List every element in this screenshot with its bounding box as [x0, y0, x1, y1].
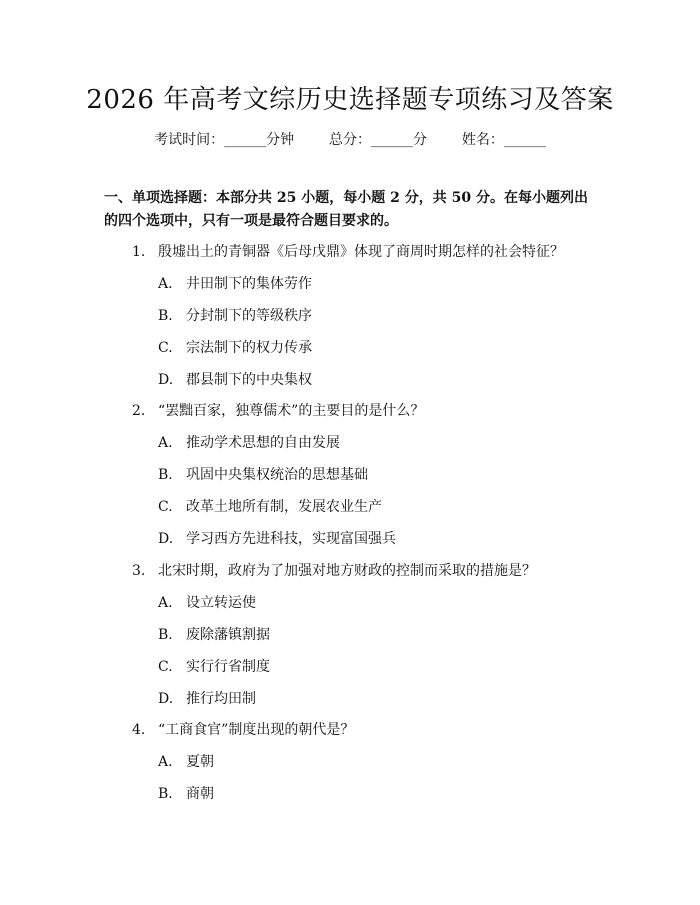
option-letter: C.	[158, 499, 173, 515]
option-letter: A.	[158, 595, 173, 611]
name-blank: ______	[503, 132, 546, 148]
option-3b	[158, 624, 270, 646]
score-unit: 分	[413, 132, 427, 148]
option-4a	[158, 751, 214, 773]
option-text: 设立转运使	[186, 595, 256, 611]
option-text: 井田制下的集体劳作	[186, 276, 312, 292]
option-letter: D.	[158, 691, 174, 707]
time-label: 考试时间：	[154, 132, 225, 148]
option-3a	[158, 592, 256, 614]
option-letter: B.	[158, 786, 173, 802]
option-text: 巩固中央集权统治的思想基础	[186, 467, 368, 483]
option-letter: A.	[158, 276, 173, 292]
option-text: 废除藩镇割据	[186, 627, 270, 643]
option-letter: D.	[158, 531, 174, 547]
section-heading: 一、单项选择题：本部分共 25 小题，每小题 2 分，共 50 分。在每小题列出的四个选项中，只有一项是最符合题目要求的。	[104, 190, 588, 229]
option-3c	[158, 656, 270, 678]
question-number: 4.	[132, 722, 146, 738]
option-4b	[158, 783, 214, 805]
option-letter: B.	[158, 627, 173, 643]
option-letter: A.	[158, 754, 173, 770]
option-1b	[158, 305, 312, 327]
score-label: 总分：	[329, 132, 371, 148]
option-2c	[158, 496, 382, 518]
option-text: 推行均田制	[186, 691, 256, 707]
time-unit: 分钟	[266, 132, 295, 148]
option-text: 宗法制下的权力传承	[186, 340, 312, 356]
question-text: 殷墟出土的青铜器《后母戊鼎》体现了商周时期怎样的社会特征？	[158, 244, 564, 260]
option-letter: C.	[158, 659, 173, 675]
exam-info-line	[0, 128, 700, 152]
score-blank: ______	[371, 132, 413, 148]
option-2d	[158, 528, 396, 550]
name-label: 姓名：	[461, 132, 504, 148]
question-1	[132, 241, 564, 263]
option-letter: C.	[158, 340, 173, 356]
option-letter: B.	[158, 308, 173, 324]
option-text: 商朝	[186, 786, 214, 802]
question-number: 3.	[132, 563, 146, 579]
option-text: 夏朝	[186, 754, 214, 770]
option-text: 实行行省制度	[186, 659, 270, 675]
option-letter: A.	[158, 435, 173, 451]
question-text: 北宋时期，政府为了加强对地方财政的控制而采取的措施是？	[158, 563, 536, 579]
option-letter: B.	[158, 467, 173, 483]
question-4	[132, 719, 354, 741]
option-2b	[158, 464, 368, 486]
option-1d	[158, 369, 312, 391]
question-3	[132, 560, 536, 582]
option-2a	[158, 432, 340, 454]
question-number: 2.	[132, 403, 146, 419]
question-number: 1.	[132, 244, 146, 260]
option-3d	[158, 688, 256, 710]
option-text: 郡县制下的中央集权	[186, 372, 312, 388]
time-blank: ______	[224, 132, 267, 148]
option-text: 推动学术思想的自由发展	[186, 435, 340, 451]
option-letter: D.	[158, 372, 174, 388]
option-1a	[158, 273, 312, 295]
option-text: 分封制下的等级秩序	[186, 308, 312, 324]
option-1c	[158, 337, 312, 359]
question-text: “工商食官”制度出现的朝代是？	[158, 722, 355, 738]
question-2	[132, 400, 424, 422]
document-title: 2026 年高考文综历史选择题专项练习及答案	[86, 85, 614, 115]
question-text: “罢黜百家，独尊儒术”的主要目的是什么？	[158, 403, 425, 419]
option-text: 学习西方先进科技，实现富国强兵	[186, 531, 396, 547]
option-text: 改革土地所有制，发展农业生产	[186, 499, 382, 515]
